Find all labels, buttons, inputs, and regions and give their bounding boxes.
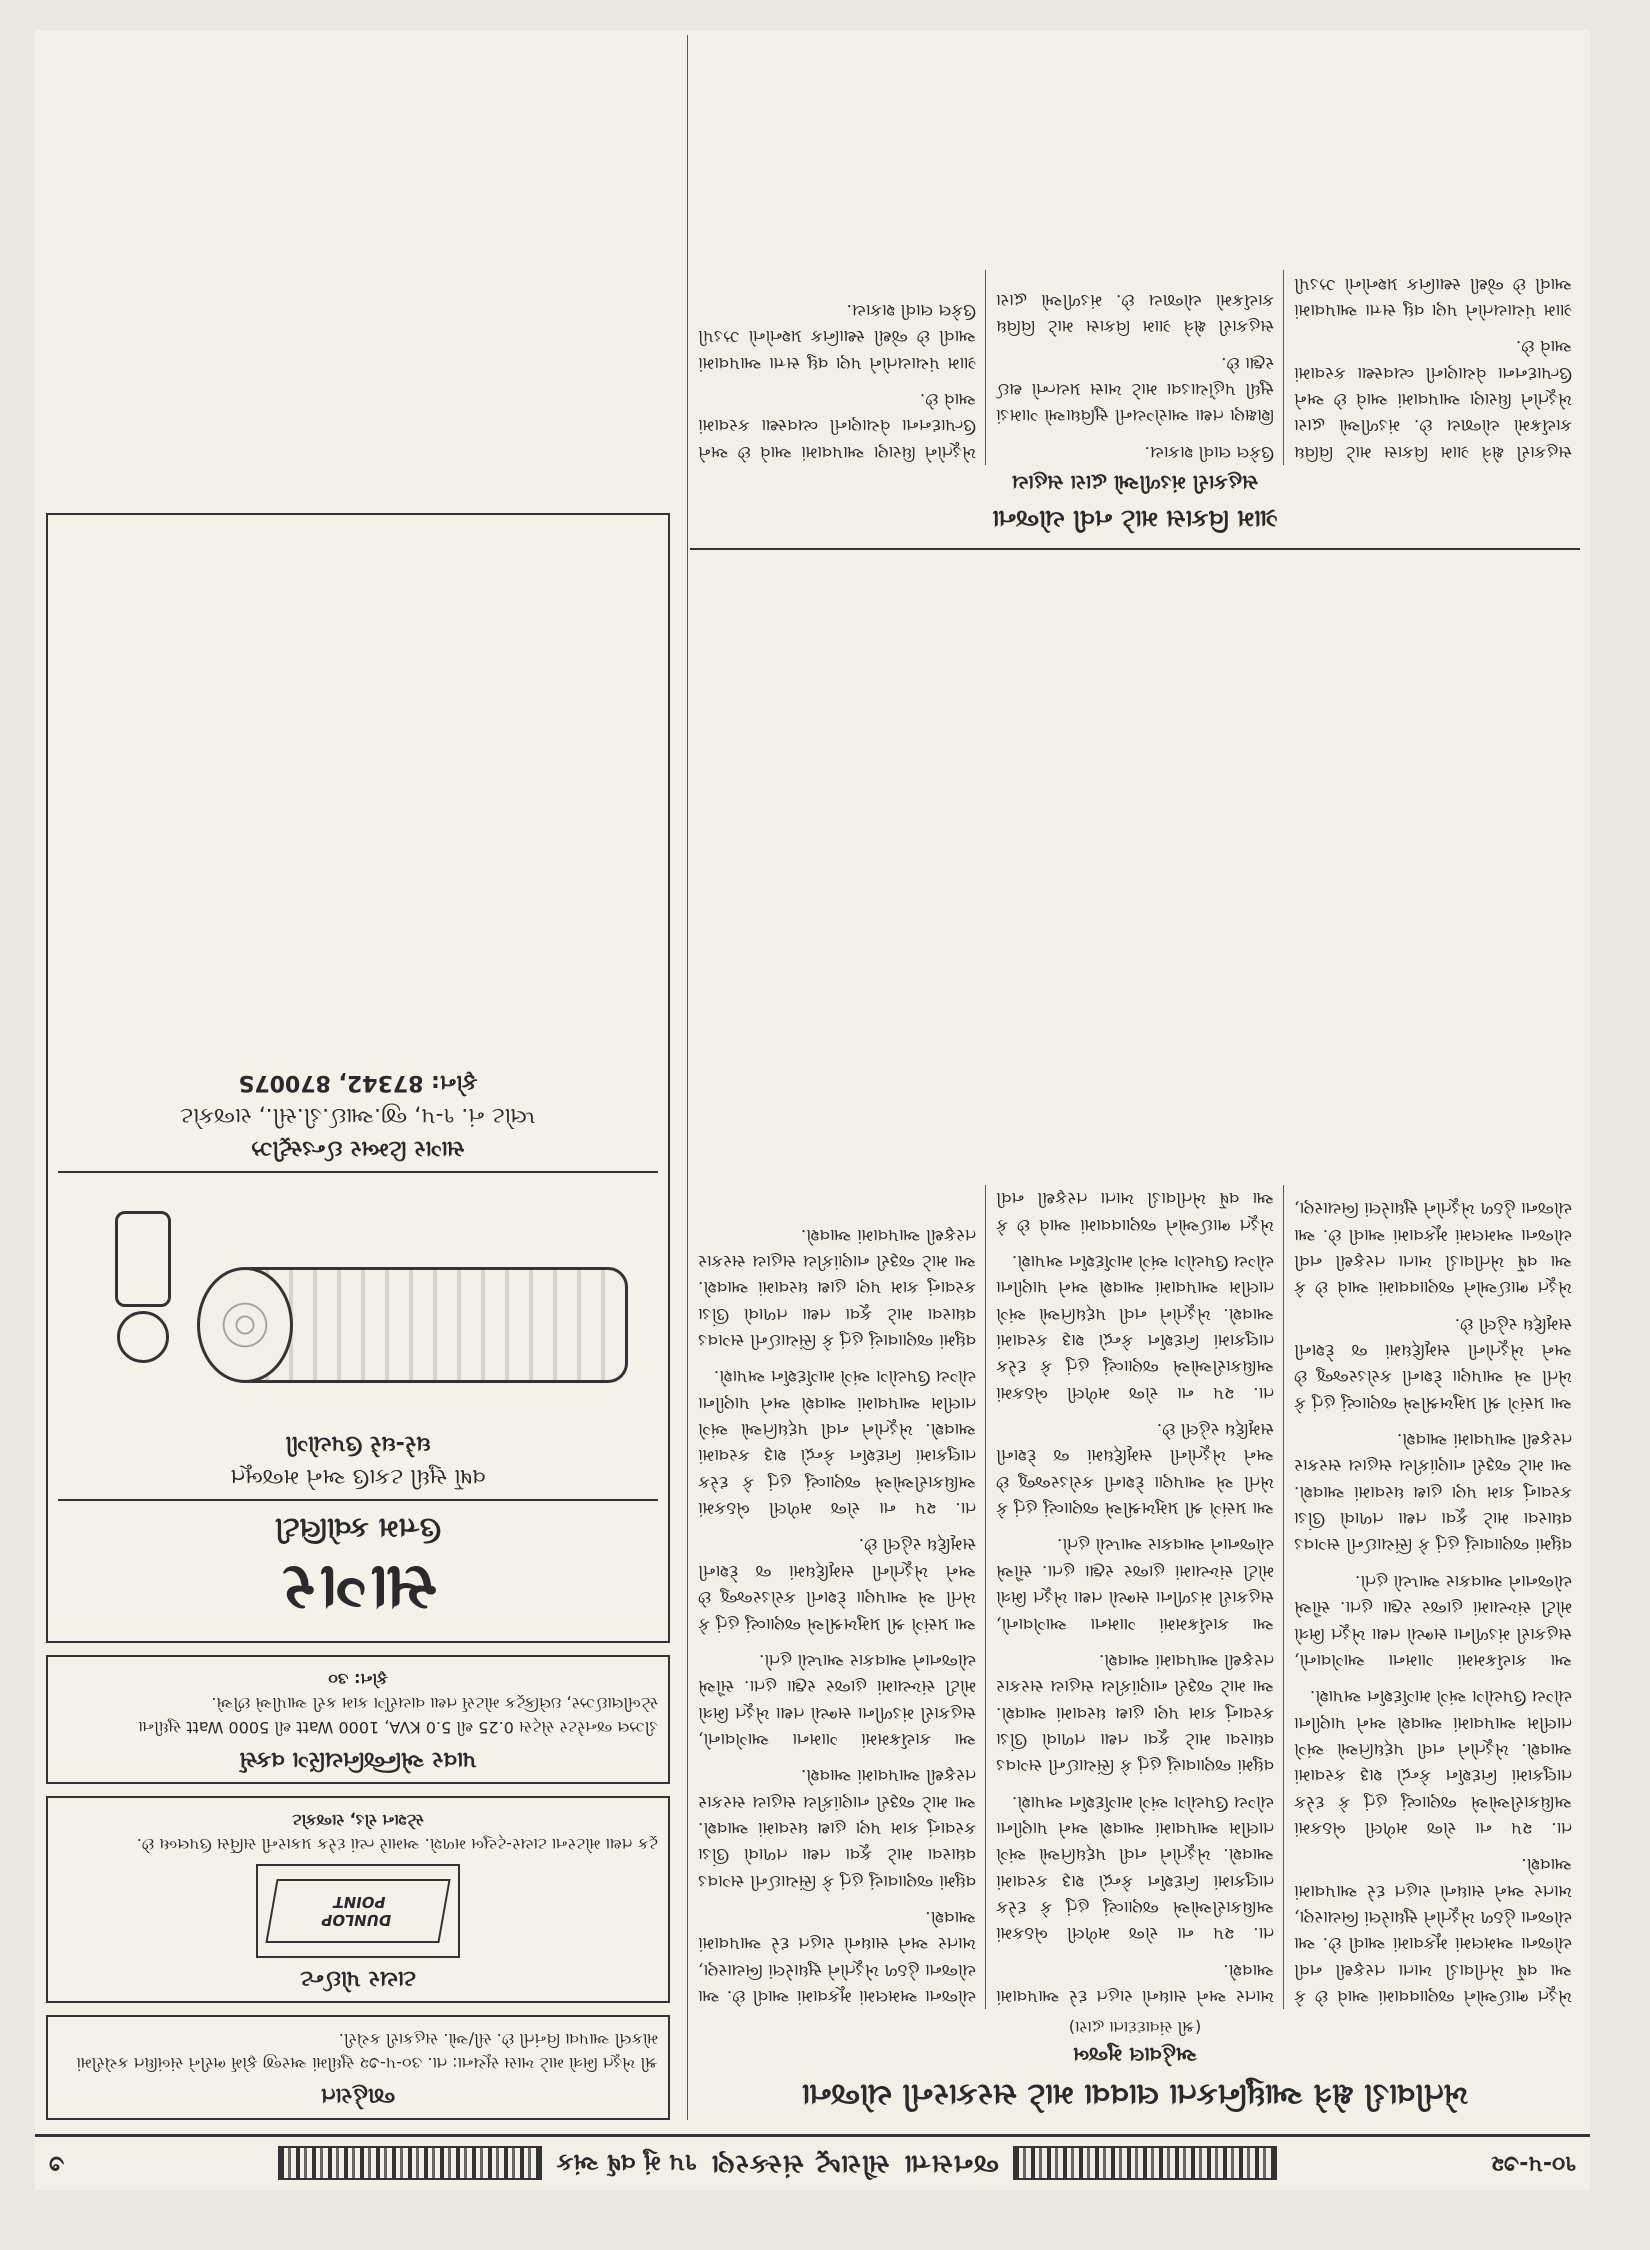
dunlop-logo-inner [265, 1879, 450, 1943]
ads-column [38, 501, 678, 2120]
logo-text-bottom: POINT [331, 1893, 388, 1911]
main-paragraph: આ કાર્યક્રમમાં ગામના આગેવાનો, સહકારી મંડળીના સભ્યો તથા ખેડૂત મિત્રો મોટી સંખ્યામાં હાજર રહ્યા હતા. સૌએ યોજનાને આવકાર આપ્યો હતો. [698, 1649, 976, 1749]
main-paragraph: તા. ૨૫ ના રોજ મળેલી બેઠકમાં અધિકારીઓએ જણાવ્યું હતું કે દરેક તાલુકામાં નિદર્શન કેન્દ્રો શરૂ કરવામાં આવશે. ખેડૂતોને નવી પદ્ધતિઓ અંગે તાલીમ આપવામાં આવશે અને પાણીના યોગ્ય ઉપયોગ અંગે માર્ગદર્શન અપાશે. [996, 1791, 1274, 1944]
column-rule [687, 35, 688, 2120]
page-number: ૭ [49, 2151, 65, 2176]
main-article-body [698, 1185, 1572, 2009]
main-paragraph: ખેડૂત ભાઈઓને જણાવવામાં આવે છે કે આ વર્ષે ખેતીવાડી ખાતા તરફથી નવી યોજના અમલમાં મૂકવામાં આવી છે. આ યોજના હેઠળ ખેડૂતોને સુધારેલાં બિયારણ, ખાતર અને સાધનો રાહત દરે આપવામાં આવશે. [996, 1198, 1572, 2006]
person-head-icon [117, 1311, 169, 1363]
main-subhead: અહેવાલ મુજબ [1073, 2043, 1197, 2067]
main-paragraph: આ કાર્યક્રમમાં ગામના આગેવાનો, સહકારી મંડળીના સભ્યો તથા ખેડૂત મિત્રો મોટી સંખ્યામાં હાજર રહ્યા હતા. સૌએ યોજનાને આવકાર આપ્યો હતો. [1294, 1570, 1572, 1670]
main-paragraph: તા. ૨૫ ના રોજ મળેલી બેઠકમાં અધિકારીઓએ જણાવ્યું હતું કે દરેક તાલુકામાં નિદર્શન કેન્દ્રો શરૂ કરવામાં આવશે. ખેડૂતોને નવી પદ્ધતિઓ અંગે તાલીમ આપવામાં આવશે અને પાણીના યોગ્ય ઉપયોગ અંગે માર્ગદર્શન અપાશે. [1294, 1686, 1572, 1838]
timber-ad-slogan: ઘરે-ઘરે ઉપયોગી [285, 1431, 431, 1456]
side-paragraph: ગ્રામ પંચાયતોને પણ વધુ સત્તા આપવામાં આવી છે જેથી સ્થાનિક પ્રશ્નોનો ઝડપી ઉકેલ લાવી શકાય. [698, 300, 976, 373]
person-body-icon [115, 1211, 171, 1307]
main-paragraph: વધુમાં જણાવાયું હતું કે સિંચાઈની સગવડ વધારવા માટે કૂવા તથા તળાવો ઊંડા કરવાનું કામ પણ હાથ ધરવામાં આવશે. આ માટે જરૂરી નાણાંકીય સહાય સરકાર તરફથી આપવામાં આવશે. [698, 1765, 976, 1891]
issue-number: ૧૫ મું વર્ષ અંક [556, 2149, 697, 2178]
side-paragraph: શિક્ષણ તથા આરોગ્યની સુવિધાઓ ગામડાં સુધી પહોંચાડવા માટે ખાસ પ્રયત્નો થઈ રહ્યા છે. [996, 352, 1274, 426]
ornament-right [278, 2147, 542, 2181]
tire-ad-address: સ્ટેશન રોડ, રાજકોટ [292, 1811, 424, 1830]
tire-ad-text: ટ્રક તથા મોટરના ટાયર-ટ્યુબ મળશે. અમારે ત્યાં દરેક પ્રકારની સર્વિસ ઉપલબ્ધ છે. [136, 1835, 658, 1854]
electric-ad [46, 1655, 670, 1784]
electric-ad-contact: ફોન: ૩૦ [328, 1670, 388, 1689]
log-icon [202, 1267, 628, 1383]
side-subhead: સહકારી મંડળીઓ દ્વારા સહાય [1011, 470, 1259, 495]
notice-text: શ્રી ખેડૂત મિત્રો માટે ખાસ સૂચના: તા. ૩૦-૫-૭૨ સુધીમાં અરજી ફોર્મ ભરીને સંબંધિત કચેરીમાં મોકલી આપવા વિનંતી છે. સી/ઓ. સહકારી કચેરી. [76, 2030, 658, 2073]
masthead-center [278, 2147, 1276, 2181]
masthead [35, 2134, 1590, 2190]
timber-illustration [58, 1183, 658, 1423]
timber-ad-tagline: વર્ષો સુધી ટકાઉ અને મજબૂત [230, 1464, 486, 1489]
side-paragraph: સહકારી ક્ષેત્રે ગ્રામ વિકાસ માટે વિવિધ કાર્યક્રમો યોજાય છે. મંડળીઓ દ્વારા ખેડૂતોને ધિરાણ આપવામાં આવે છે અને ઉત્પાદનના વેચાણની વ્યવસ્થા કરવામાં આવે છે. [1294, 336, 1572, 462]
timber-ad-company: સાગર ટિમ્બર ઈન્ડસ્ટ્રીઝ [251, 1136, 465, 1161]
dunlop-logo [256, 1864, 460, 1958]
main-paragraph: આ પ્રસંગે શ્રી પ્રમુખશ્રીએ જણાવ્યું હતું કે ખેતી એ આપણા દેશની કરોડરજ્જુ છે અને ખેડૂતોની સમૃદ્ધિમાં જ દેશની સમૃદ્ધિ રહેલી છે. [1294, 1313, 1572, 1413]
main-paragraph: વધુમાં જણાવાયું હતું કે સિંચાઈની સગવડ વધારવા માટે કૂવા તથા તળાવો ઊંડા કરવાનું કામ પણ હાથ ધરવામાં આવશે. આ માટે જરૂરી નાણાંકીય સહાય સરકાર તરફથી આપવામાં આવશે. [996, 1649, 1274, 1776]
logo-text-top: DUNLOP [319, 1911, 393, 1929]
side-headline: ગ્રામ વિકાસ માટે નવી યોજના [992, 505, 1278, 533]
main-headline: ખેતીવાડી ક્ષેત્રે આધુનિકતા લાવવા માટે સરકારની યોજના [801, 2077, 1469, 2112]
tire-ad-title: ટાયર પોઈન્ટ [300, 1966, 416, 1991]
main-byline: (શ્રી સંવાદદાતા દ્વારા) [1068, 2018, 1202, 2037]
side-article-body [698, 270, 1572, 464]
newspaper-name: જનસત્તા [903, 2149, 999, 2179]
main-paragraph: વધુમાં જણાવાયું હતું કે સિંચાઈની સગવડ વધારવા માટે કૂવા તથા તળાવો ઊંડા કરવાનું કામ પણ હાથ ધરવામાં આવશે. આ માટે જરૂરી નાણાંકીય સહાય સરકાર તરફથી આપવામાં આવશે. [1294, 1429, 1572, 1555]
main-paragraph: આ પ્રસંગે શ્રી પ્રમુખશ્રીએ જણાવ્યું હતું કે ખેતી એ આપણા દેશની કરોડરજ્જુ છે અને ખેડૂતોની સમૃદ્ધિમાં જ દેશની સમૃદ્ધિ રહેલી છે. [698, 1534, 976, 1634]
divider [58, 1499, 658, 1501]
main-paragraph: આ કાર્યક્રમમાં ગામના આગેવાનો, સહકારી મંડળીના સભ્યો તથા ખેડૂત મિત્રો મોટી સંખ્યામાં હાજર રહ્યા હતા. સૌએ યોજનાને આવકાર આપ્યો હતો. [996, 1534, 1274, 1634]
tire-ad [46, 1796, 670, 2003]
notice-title: જાહેરાત [320, 2083, 396, 2108]
divider [58, 1171, 658, 1173]
ornament-left [1013, 2147, 1277, 2181]
main-article [690, 1185, 1580, 2120]
timber-ad-address: પ્લોટ નં. ૧-૫, જી.આઈ.ડી.સી., રાજકોટ [180, 1103, 536, 1128]
electric-ad-text: ડીઝલ જનરેટર સેટ્સ 0.25 થી 5.0 KVA, 1000 Watt થી 5000 Watt સુધીના સ્ટેબીલાઈઝર, ઇલેક્ટ્રિક મોટર્સ તથા વાયરીંગ કામ કરી આપીએ છીએ. [138, 1694, 658, 1737]
notice-box [46, 2015, 670, 2120]
main-paragraph: આ પ્રસંગે શ્રી પ્રમુખશ્રીએ જણાવ્યું હતું કે ખેતી એ આપણા દેશની કરોડરજ્જુ છે અને ખેડૂતોની સમૃદ્ધિમાં જ દેશની સમૃદ્ધિ રહેલી છે. [996, 1419, 1274, 1519]
main-paragraph: તા. ૨૫ ના રોજ મળેલી બેઠકમાં અધિકારીઓએ જણાવ્યું હતું કે દરેક તાલુકામાં નિદર્શન કેન્દ્રો શરૂ કરવામાં આવશે. ખેડૂતોને નવી પદ્ધતિઓ અંગે તાલીમ આપવામાં આવશે અને પાણીના યોગ્ય ઉપયોગ અંગે માર્ગદર્શન અપાશે. [996, 1251, 1274, 1403]
timber-ad-brand: સાગર [278, 1551, 438, 1625]
timber-ad [46, 513, 670, 1643]
side-paragraph: ગ્રામ પંચાયતોને પણ વધુ સત્તા આપવામાં આવી છે જેથી સ્થાનિક પ્રશ્નોનો ઝડપી ઉકેલ લાવી શકાય. [1144, 273, 1572, 462]
main-paragraph: ખેડૂત ભાઈઓને જણાવવામાં આવે છે કે આ વર્ષે ખેતીવાડી ખાતા તરફથી નવી યોજના અમલમાં મૂકવામાં આવી છે. આ યોજના હેઠળ ખેડૂતોને સુધારેલાં બિયારણ, ખાતર અને સાધનો રાહત દરે આપવામાં આવશે. [1294, 1854, 1572, 2006]
person-icon [98, 1193, 188, 1363]
side-paragraph: સહકારી ક્ષેત્રે ગ્રામ વિકાસ માટે વિવિધ કાર્યક્રમો યોજાય છે. મંડળીઓ દ્વારા ખેડૂતોને ધિરાણ આપવામાં આવે છે અને ઉત્પાદનના વેચાણની વ્યવસ્થા કરવામાં આવે છે. [698, 290, 1274, 462]
side-article [690, 270, 1580, 550]
main-paragraph: ખેડૂત ભાઈઓને જણાવવામાં આવે છે કે આ વર્ષે ખેતીવાડી ખાતા તરફથી નવી યોજના અમલમાં મૂકવામાં આવી છે. આ યોજના હેઠળ ખેડૂતોને સુધારેલાં બિયારણ, ખાતર અને સાધનો રાહત દરે આપવામાં આવશે. [698, 1188, 1274, 2006]
edition-name: સૌરાષ્ટ્ર સંસ્કરણ [710, 2149, 890, 2179]
log-end-icon [197, 1267, 293, 1383]
timber-ad-sub: ઉત્તમ ક્વોલિટી [275, 1512, 441, 1545]
main-paragraph: તા. ૨૫ ના રોજ મળેલી બેઠકમાં અધિકારીઓએ જણાવ્યું હતું કે દરેક તાલુકામાં નિદર્શન કેન્દ્રો શરૂ કરવામાં આવશે. ખેડૂતોને નવી પદ્ધતિઓ અંગે તાલીમ આપવામાં આવશે અને પાણીના યોગ્ય ઉપયોગ અંગે માર્ગદર્શન અપાશે. [698, 1366, 976, 1519]
issue-date: ૧૦-૫-૭૨ [1491, 2151, 1576, 2176]
timber-ad-phone: ફોન: 87342, 87007S [238, 1070, 478, 1095]
electric-ad-title: પાવર એન્જિનિયરિંગ વર્ક્સ [239, 1747, 477, 1772]
main-paragraph: વધુમાં જણાવાયું હતું કે સિંચાઈની સગવડ વધારવા માટે કૂવા તથા તળાવો ઊંડા કરવાનું કામ પણ હાથ ધરવામાં આવશે. આ માટે જરૂરી નાણાંકીય સહાય સરકાર તરફથી આપવામાં આવશે. [698, 1224, 976, 1351]
